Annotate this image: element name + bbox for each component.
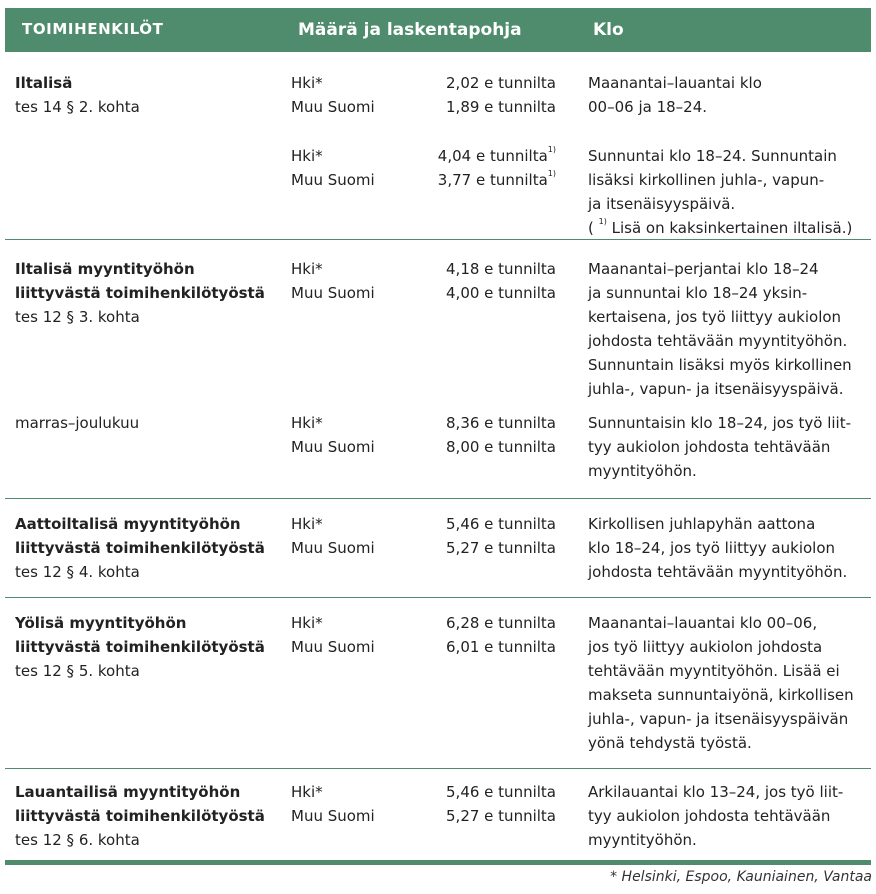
amount-value: 4,00 e tunnilta [446, 284, 556, 302]
row-reference: tes 12 § 4. kohta [15, 563, 140, 581]
region-label: Muu Suomi [291, 539, 375, 557]
desc-line: myyntityöhön. [588, 831, 697, 849]
region-label: Muu Suomi [291, 284, 375, 302]
amount-value: 4,18 e tunnilta [446, 260, 556, 278]
header-klo: Klo [593, 20, 624, 40]
amount-cell [291, 144, 556, 192]
row-reference: tes 12 § 6. kohta [15, 831, 140, 849]
allowance-table [5, 8, 871, 865]
time-description [588, 780, 871, 852]
row-title: Lauantailisä myyntityöhön [15, 783, 241, 801]
amount-value: 6,01 e tunnilta [446, 638, 556, 656]
amount-cell [291, 257, 556, 305]
row-title: Aattoiltalisä myyntityöhön [15, 515, 241, 533]
region-label: Hki* [291, 783, 323, 801]
row-title: liittyvästä toimihenkilötyöstä [15, 638, 265, 656]
amount-value: 5,46 e tunnilta [446, 515, 556, 533]
row-sublabel-cell [15, 411, 285, 435]
time-description [588, 611, 871, 755]
row-title: liittyvästä toimihenkilötyöstä [15, 539, 265, 557]
amount-cell [291, 411, 556, 459]
footnote-marker: 1) [598, 217, 607, 226]
desc-line: klo 18–24, jos työ liittyy aukiolon [588, 539, 836, 557]
amount-value [291, 168, 556, 192]
table-header [5, 8, 871, 52]
row-title: Yölisä myyntityöhön [15, 614, 187, 632]
desc-line: Maanantai–lauantai klo 00–06, [588, 614, 818, 632]
amount-cell [291, 71, 556, 119]
amount-value: 1,89 e tunnilta [446, 98, 556, 116]
amount-text: 4,04 e tunnilta [437, 147, 548, 165]
region-label: Muu Suomi [291, 171, 375, 189]
desc-line: 00–06 ja 18–24. [588, 98, 708, 116]
row-title: liittyvästä toimihenkilötyöstä [15, 807, 265, 825]
desc-line: yönä tehdystä työstä. [588, 734, 752, 752]
time-description [588, 144, 871, 240]
row-title-cell [15, 512, 285, 584]
row-title: Iltalisä [15, 74, 73, 92]
desc-line: juhla-, vapun- ja itsenäisyyspäivä. [588, 380, 844, 398]
desc-line: johdosta tehtävään myyntityöhön. [588, 332, 848, 350]
desc-line: lisäksi kirkollinen juhla-, vapun- [588, 171, 825, 189]
row-title-cell [15, 257, 285, 329]
amount-value: 5,27 e tunnilta [446, 807, 556, 825]
table-row-yolisa [5, 598, 871, 769]
desc-line: tehtävään myyntityöhön. Lisää ei [588, 662, 840, 680]
amount-value: 2,02 e tunnilta [446, 74, 556, 92]
amount-cell [291, 512, 556, 560]
region-label: Hki* [291, 74, 323, 92]
desc-line: jos työ liittyy aukiolon johdosta [588, 638, 823, 656]
footnote-marker: 1) [547, 145, 556, 154]
table-row-lauantailisa [5, 769, 871, 865]
table-row-iltalisa [5, 52, 871, 240]
amount-value: 8,00 e tunnilta [446, 438, 556, 456]
desc-line: myyntityöhön. [588, 462, 697, 480]
amount-value: 5,27 e tunnilta [446, 539, 556, 557]
desc-line: juhla-, vapun- ja itsenäisyyspäivän [588, 710, 849, 728]
amount-cell [291, 611, 556, 659]
row-title-cell [15, 780, 285, 852]
desc-line: johdosta tehtävään myyntityöhön. [588, 563, 848, 581]
desc-line: makseta sunnuntaiyönä, kirkollisen [588, 686, 854, 704]
desc-line: tyy aukiolon johdosta tehtävään [588, 438, 831, 456]
header-maara: Määrä ja laskentapohja [298, 20, 522, 40]
amount-value: 8,36 e tunnilta [446, 414, 556, 432]
amount-cell [291, 780, 556, 828]
desc-line: Arkilauantai klo 13–24, jos työ liit- [588, 783, 844, 801]
row-title-cell [15, 611, 285, 683]
region-label: Muu Suomi [291, 98, 375, 116]
desc-line: Sunnuntaisin klo 18–24, jos työ liit- [588, 414, 851, 432]
region-label: Hki* [291, 414, 323, 432]
amount-text: 3,77 e tunnilta [437, 171, 548, 189]
header-toimihenkilot: TOIMIHENKILÖT [22, 20, 164, 38]
season-label: marras–joulukuu [15, 414, 140, 432]
region-label: Muu Suomi [291, 807, 375, 825]
desc-line: ja sunnuntai klo 18–24 yksin- [588, 284, 808, 302]
row-reference: tes 12 § 5. kohta [15, 662, 140, 680]
region-label: Hki* [291, 614, 323, 632]
amount-value: 5,46 e tunnilta [446, 783, 556, 801]
time-description [588, 512, 871, 584]
time-description [588, 257, 871, 401]
desc-line: Maanantai–perjantai klo 18–24 [588, 260, 819, 278]
footnote: * Helsinki, Espoo, Kauniainen, Vantaa [610, 869, 872, 885]
desc-line: Maanantai–lauantai klo [588, 74, 762, 92]
desc-line: kertaisena, jos työ liittyy aukiolon [588, 308, 842, 326]
region-label: Muu Suomi [291, 638, 375, 656]
row-title-cell [15, 71, 285, 119]
desc-line: Sunnuntai klo 18–24. Sunnuntain [588, 147, 837, 165]
desc-line: ja itsenäisyyspäivä. [588, 195, 736, 213]
desc-line: Sunnuntain lisäksi myös kirkollinen [588, 356, 852, 374]
note-text: Lisä on kaksinkertainen iltalisä.) [606, 219, 853, 237]
region-label: Muu Suomi [291, 438, 375, 456]
table-row-iltalisa-myyntityo [5, 240, 871, 499]
region-label: Hki* [291, 260, 323, 278]
region-label: Hki* [291, 515, 323, 533]
region-label: Hki* [291, 147, 323, 165]
row-reference: tes 14 § 2. kohta [15, 98, 140, 116]
row-reference: tes 12 § 3. kohta [15, 308, 140, 326]
amount-value: 6,28 e tunnilta [446, 614, 556, 632]
desc-note [588, 216, 871, 240]
row-title: Iltalisä myyntityöhön [15, 260, 195, 278]
note-paren: ( [588, 219, 594, 237]
time-description [588, 71, 871, 119]
desc-line: Kirkollisen juhlapyhän aattona [588, 515, 816, 533]
row-title: liittyvästä toimihenkilötyöstä [15, 284, 265, 302]
table-row-aattoiltalisa [5, 499, 871, 598]
desc-line: tyy aukiolon johdosta tehtävään [588, 807, 831, 825]
amount-value [291, 144, 556, 168]
time-description [588, 411, 871, 483]
footnote-marker: 1) [547, 169, 556, 178]
